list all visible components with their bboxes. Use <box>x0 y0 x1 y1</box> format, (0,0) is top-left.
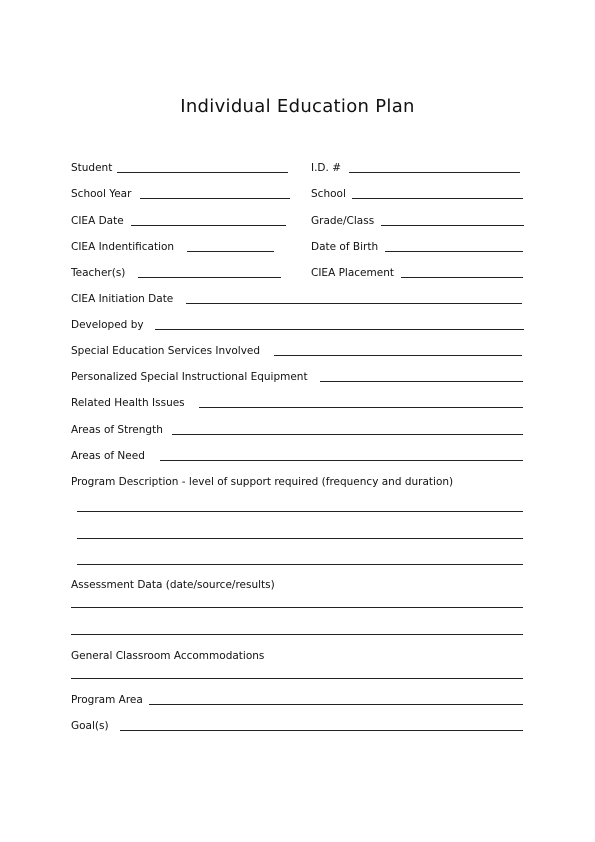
row-ciea-initiation-date <box>0 292 595 308</box>
program-description-line-row <box>0 553 595 569</box>
general-accommodations-label: General Classroom Accommodations <box>71 650 265 662</box>
related-health-issues-field[interactable] <box>199 407 523 408</box>
general-accommodations-line-1[interactable] <box>71 678 523 679</box>
row-areas-of-need <box>0 449 595 465</box>
personalized-equipment-label: Personalized Special Instructional Equipment <box>71 371 308 383</box>
personalized-equipment-field[interactable] <box>320 381 523 382</box>
row-teachers <box>0 266 595 282</box>
areas-of-strength-label: Areas of Strength <box>71 424 163 436</box>
developed-by-field[interactable] <box>155 329 524 330</box>
date-of-birth-label: Date of Birth <box>311 241 379 253</box>
developed-by-label: Developed by <box>71 319 144 331</box>
general-accommodations-line-row <box>0 667 595 683</box>
assessment-data-line-2[interactable] <box>71 634 523 635</box>
program-description-line-2[interactable] <box>77 538 523 539</box>
school-year-field[interactable] <box>140 198 290 199</box>
row-related-health-issues <box>0 396 595 412</box>
assessment-data-line-row <box>0 596 595 612</box>
row-goals <box>0 719 595 735</box>
teachers-field[interactable] <box>138 277 281 278</box>
program-area-label: Program Area <box>71 694 143 706</box>
row-developed-by <box>0 318 595 334</box>
areas-of-need-label: Areas of Need <box>71 450 145 462</box>
areas-of-need-field[interactable] <box>160 460 523 461</box>
ciea-identification-field[interactable] <box>187 251 274 252</box>
ciea-placement-label: CIEA Placement <box>311 267 394 279</box>
special-education-services-label: Special Education Services Involved <box>71 345 261 357</box>
ciea-date-field[interactable] <box>131 225 286 226</box>
related-health-issues-label: Related Health Issues <box>71 397 185 409</box>
ciea-initiation-date-field[interactable] <box>186 303 522 304</box>
assessment-data-label: Assessment Data (date/source/results) <box>71 579 275 591</box>
assessment-data-line-1[interactable] <box>71 607 523 608</box>
school-year-label: School Year <box>71 188 132 200</box>
row-student <box>0 161 595 177</box>
row-areas-of-strength <box>0 423 595 439</box>
areas-of-strength-field[interactable] <box>172 434 523 435</box>
grade-class-label: Grade/Class <box>311 215 375 227</box>
row-program-description <box>0 475 595 491</box>
program-description-line-3[interactable] <box>77 564 523 565</box>
special-education-services-field[interactable] <box>274 355 522 356</box>
program-description-line-row <box>0 527 595 543</box>
student-field[interactable] <box>117 172 288 173</box>
row-ciea-identification <box>0 240 595 256</box>
program-description-label: Program Description - level of support required (frequency and duration) <box>71 476 454 488</box>
ciea-date-label: CIEA Date <box>71 215 124 227</box>
id-field[interactable] <box>349 172 520 173</box>
ciea-initiation-date-label: CIEA Initiation Date <box>71 293 174 305</box>
row-general-accommodations <box>0 649 595 665</box>
id-label: I.D. # <box>311 162 341 174</box>
row-ciea-date <box>0 214 595 230</box>
row-personalized-equipment <box>0 370 595 386</box>
teachers-label: Teacher(s) <box>71 267 126 279</box>
ciea-identification-label: CIEA Indentification <box>71 241 175 253</box>
program-area-field[interactable] <box>149 704 523 705</box>
row-special-education-services <box>0 344 595 360</box>
grade-class-field[interactable] <box>381 225 524 226</box>
program-description-line-row <box>0 500 595 516</box>
program-description-line-1[interactable] <box>77 511 523 512</box>
school-field[interactable] <box>352 198 523 199</box>
assessment-data-line-row <box>0 623 595 639</box>
form-title: Individual Education Plan <box>180 96 415 117</box>
student-label: Student <box>71 162 113 174</box>
date-of-birth-field[interactable] <box>385 251 523 252</box>
ciea-placement-field[interactable] <box>401 277 523 278</box>
goals-field[interactable] <box>120 730 523 731</box>
goals-label: Goal(s) <box>71 720 109 732</box>
school-label: School <box>311 188 346 200</box>
row-program-area <box>0 693 595 709</box>
row-school-year <box>0 187 595 203</box>
row-assessment-data <box>0 578 595 594</box>
